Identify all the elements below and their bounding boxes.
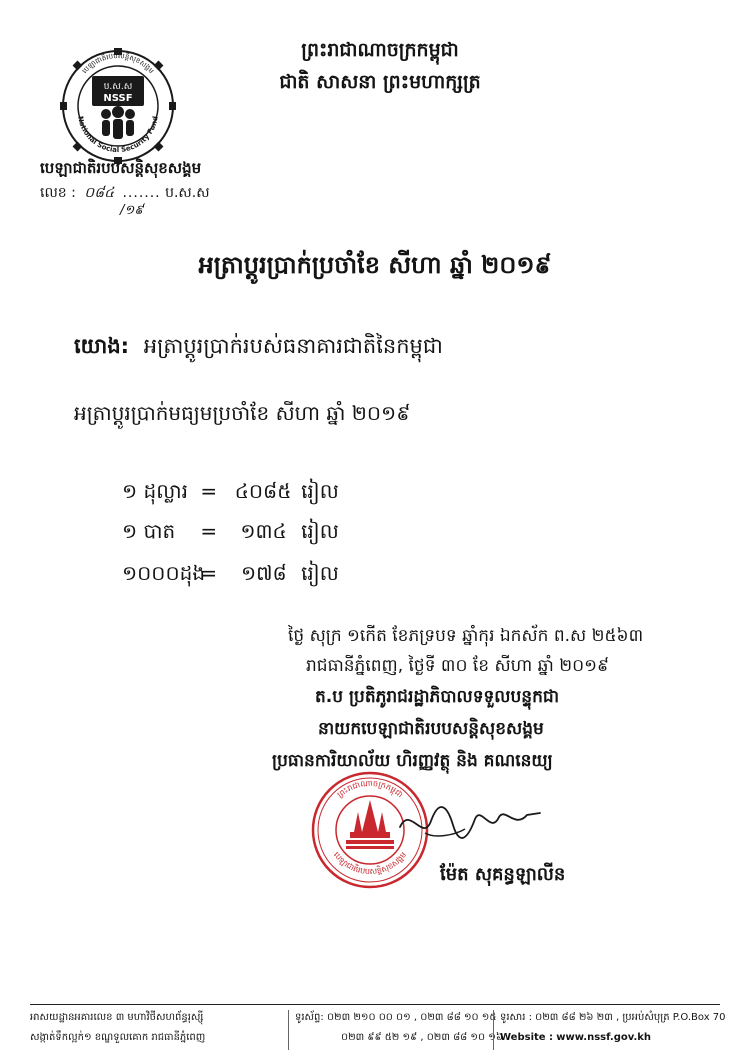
ref-year: /១៩ [120,203,144,218]
rate-row-thb [122,518,339,548]
rate-currency: ១ បាត [122,519,176,543]
seal-bottom-text: បេឡាជាតិរបបសន្តិសុខសង្គម [331,850,409,877]
logo-short: NSSF [103,93,133,104]
reference-label: យោង: [74,334,130,358]
nssf-logo [60,48,176,164]
logo-english: National Social Security Fund [76,115,160,155]
lunar-date: ថ្ងៃ សុក្រ ១កើត ខែភទ្របទ ឆ្នាំកុរ ឯកស័ក ព.ស ២៥៦៣ [288,626,644,646]
rate-unit: រៀល [301,479,339,503]
phone-number-2: ០២៣ ៩៩ ៥២ ១៩ , ០២៣ ៨៨ ១០ ១៦ [341,1032,503,1043]
website-label: Website : [500,1032,554,1043]
rate-currency: ១០០០ដុង [122,561,206,585]
rate-currency: ១ ដុល្លារ [122,479,188,503]
nssf-logo-graphic [60,48,176,164]
ref-suffix: ប.ស.ស [165,185,210,201]
footer-contact [500,1008,726,1048]
handwritten-signature [395,795,545,855]
ref-year-value: ១៩ [124,203,144,218]
address-line-1: អាសយដ្ឋានអគារលេខ ៣ មហាវិថីសហព័ន្ធរុស្ស៊ី [30,1012,204,1023]
document-title: អត្រាប្តូរប្រាក់ប្រចាំខែ សីហា ឆ្នាំ ២០១៩ [198,251,552,279]
rate-row-vnd [122,560,339,590]
rate-equals: = [200,561,218,585]
rate-unit: រៀល [301,519,339,543]
svg-text:បេឡាជាតិរបបសន្តិសុខសង្គម [81,52,156,76]
rate-row-usd [122,478,339,508]
rate-equals: = [200,479,218,503]
reference-text: អត្រាប្តូរប្រាក់របស់ធនាគារជាតិនៃកម្ពុជា [143,334,443,358]
logo-khmer-ring: បេឡាជាតិរបបសន្តិសុខសង្គម [80,51,156,76]
signature-graphic [395,795,545,855]
phone-label: ទូរស័ព្ទ: [295,1012,324,1023]
signer-name: ម៉ែត សុគន្ធឡាលីន [440,864,566,885]
address-line-2: សង្កាត់ទឹកល្អក់១ ខណ្ឌទួលគោក រាជធានីភ្នំពេញ [30,1032,206,1043]
header-kingdom: ព្រះរាជាណាចក្រកម្ពុជា [301,39,459,61]
footer-separator [288,1010,289,1050]
seal-top-text: ព្រះរាជាណាចក្រកម្ពុជា [335,778,405,800]
phone-number-1: ០២៣ ២១០ ០០ ០១ , ០២៣ ៨៨ ១០ ១៥ [326,1012,497,1023]
header-motto: ជាតិ សាសនា ព្រះមហាក្សត្រ [279,71,481,93]
ref-number: ០៨៤ [84,185,115,201]
footer-divider [30,1004,720,1005]
signatory-line-2: នាយកបេឡាជាតិរបបសន្តិសុខសង្គម [318,719,544,739]
website-link[interactable]: www.nssf.gov.kh [556,1032,652,1043]
footer-separator [493,1010,494,1050]
footer-address [30,1008,205,1048]
rate-value: ៤០៨៥ [234,479,292,503]
ref-label: លេខ : [40,185,76,201]
fax-label: ទូរសារ : [500,1012,532,1023]
footer-phone [295,1008,503,1048]
signatory-line-1: ត.ប ប្រតិភូរាជរដ្ឋាភិបាលទទួលបន្ទុកជា [315,687,560,707]
org-name: បេឡាជាតិរបបសន្តិសុខសង្គម [40,159,202,177]
reference-line [74,333,443,364]
rate-equals: = [200,519,218,543]
fax-number: ០២៣ ៨៨ ២៦ ២៣ , ប្រអប់សំបុត្រ P.O.Box 70 [535,1012,726,1023]
reference-number: លេខ : ០៨៤ ....... ប.ស.ស [40,185,210,201]
rate-value: ១៧៨ [241,561,287,585]
rate-value: ១៣៤ [240,519,287,543]
average-rate-line: អត្រាប្តូរប្រាក់មធ្យមប្រចាំខែ សីហា ឆ្នាំ ២០១៩ [74,401,411,425]
rate-unit: រៀល [301,561,339,585]
place-date: រាជធានីភ្នំពេញ, ថ្ងៃទី ៣០ ខែ សីហា ឆ្នាំ ២០១៩ [306,656,610,676]
logo-abbr: ប.ស.ស [103,82,133,92]
signatory-line-3: ប្រធានការិយាល័យ ហិរញ្ញវត្ថុ និង គណនេយ្យ [272,751,553,771]
